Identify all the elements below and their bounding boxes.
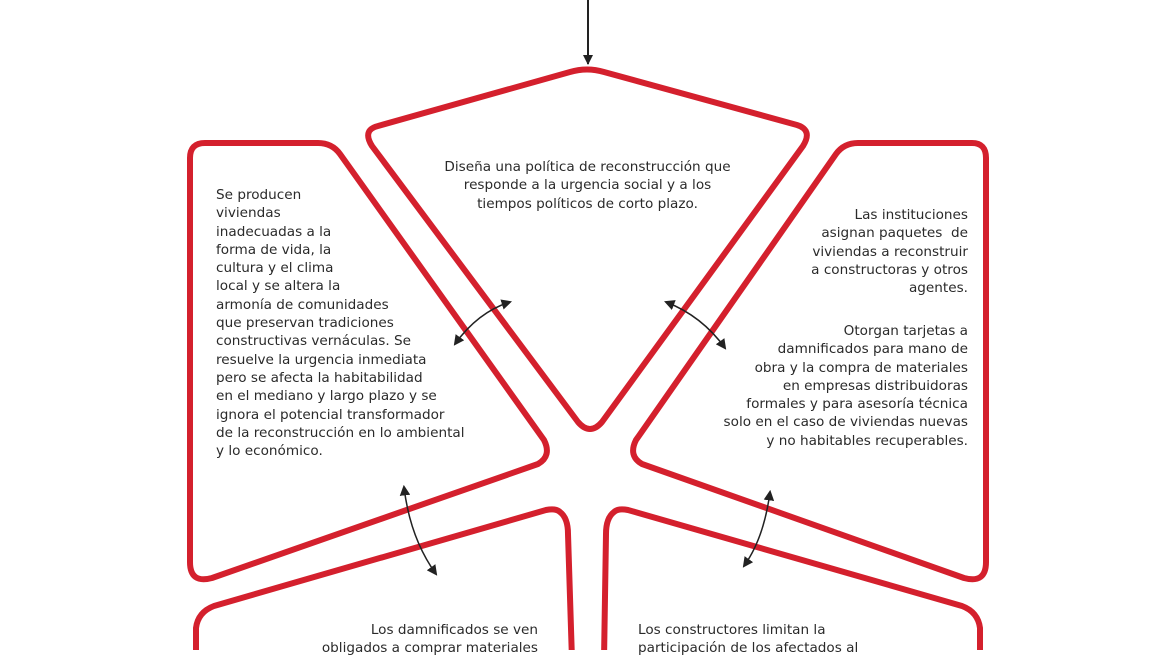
text-line: cultura y el clima (216, 260, 334, 277)
node-right-text-paragraph-1 (690, 206, 968, 297)
text-line: Los damnificados se ven (370, 622, 538, 638)
node-bottom-right-text (638, 621, 938, 658)
text-line: Diseña una política de reconstrucción que (444, 159, 731, 175)
text-line: obligados a comprar materiales (321, 640, 538, 657)
text-line: y lo económico. (216, 443, 323, 460)
text-line: a constructoras y otros (811, 261, 968, 278)
text-line: resuelve la urgencia inmediata (216, 351, 427, 368)
text-line: Las instituciones (854, 207, 968, 223)
text-line: pero se afecta la habitabilidad (216, 369, 423, 386)
text-line: en empresas distribuidoras (782, 377, 968, 394)
text-line: solo en el caso de viviendas nuevas (723, 414, 968, 431)
text-line: armonía de comunidades (216, 296, 389, 313)
text-line: Otorgan tarjetas a (843, 323, 968, 339)
text-line: obra y la compra de materiales (754, 359, 968, 376)
node-left-text (216, 186, 516, 460)
text-line: viviendas (216, 205, 281, 222)
text-line: ignora el potencial transformador (216, 406, 445, 423)
text-line: que preservan tradiciones (216, 315, 394, 332)
text-line: participación de los afectados al (638, 640, 859, 657)
text-line: viviendas a reconstruir (812, 243, 968, 260)
text-line: responde a la urgencia social y a los (463, 177, 712, 194)
node-right-text-paragraph-2 (690, 322, 968, 450)
text-line: forma de vida, la (216, 241, 332, 258)
text-line: inadecuadas a la (216, 223, 332, 240)
node-bottom-left-text (270, 621, 538, 658)
text-line: agentes. (908, 280, 968, 297)
text-line: tiempos políticos de corto plazo. (477, 195, 698, 212)
text-line: constructivas vernáculas. Se (216, 333, 411, 350)
text-line: y no habitables recuperables. (766, 432, 968, 449)
text-line: Se producen (216, 187, 302, 203)
text-line: asignan paquetes de (821, 225, 968, 242)
text-line: de la reconstrucción en lo ambiental (216, 424, 465, 441)
text-line: formales y para asesoría técnica (746, 396, 968, 413)
text-line: damnificados para mano de (777, 341, 968, 358)
text-line: local y se altera la (216, 278, 341, 295)
text-line: Los constructores limitan la (638, 622, 826, 638)
text-line: en el mediano y largo plazo y se (216, 388, 437, 405)
